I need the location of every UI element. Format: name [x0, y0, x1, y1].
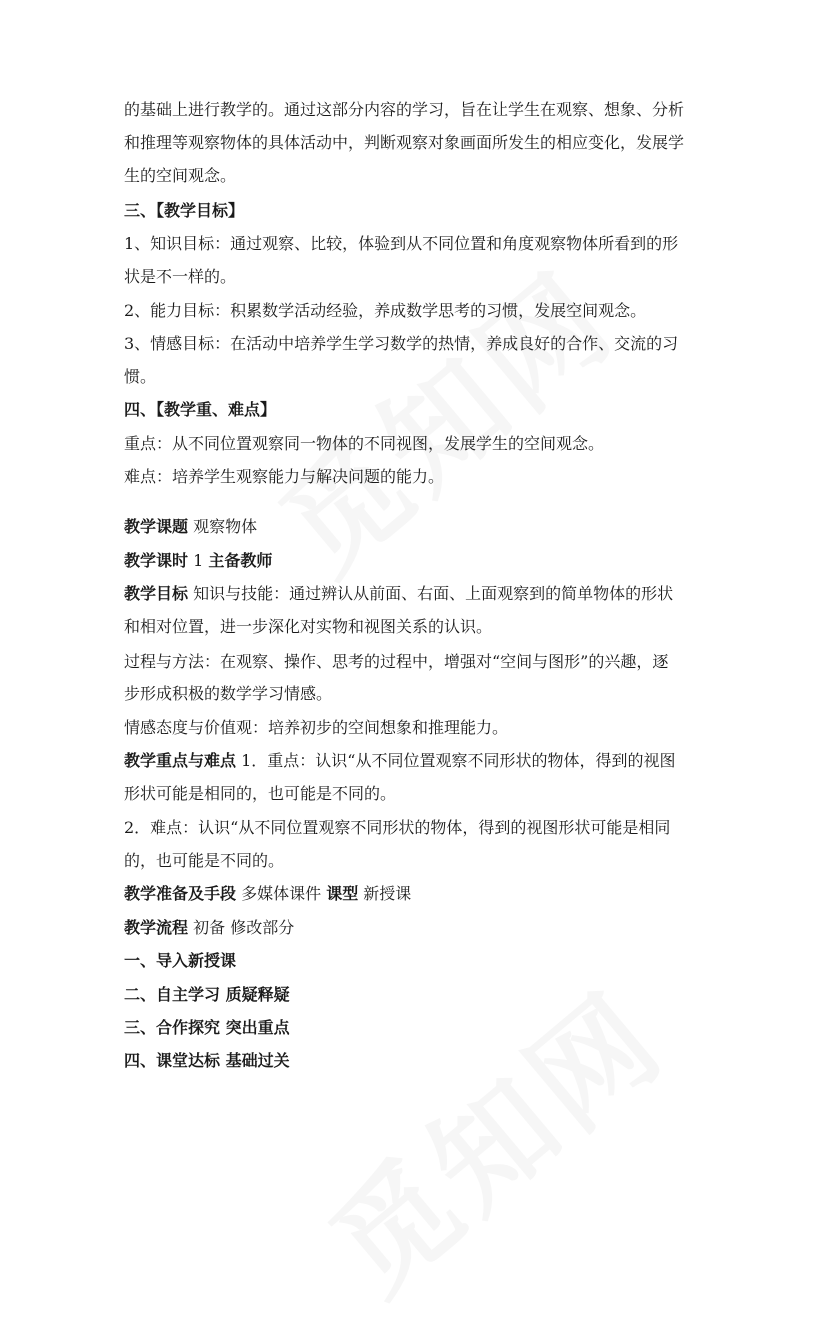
text-line	[124, 166, 236, 186]
bold-label: 课型	[326, 884, 359, 903]
text-line	[124, 851, 284, 871]
text-run: 初备 修改部分	[188, 918, 295, 937]
text-line	[124, 1018, 290, 1038]
text-line	[124, 751, 675, 771]
text-line	[124, 267, 236, 287]
text-line	[124, 133, 684, 153]
text-run: 惯。	[124, 367, 157, 386]
text-run: 1、知识目标：通过观察、比较，体验到从不同位置和角度观察物体所看到的形	[124, 234, 679, 253]
bold-label: 主备教师	[208, 551, 273, 570]
text-run: 2．难点：认识“从不同位置观察不同形状的物体，得到的视图形状可能是相同	[124, 818, 671, 837]
text-run: 的，也可能是不同的。	[124, 851, 285, 870]
text-line	[124, 367, 156, 387]
text-line	[124, 884, 411, 904]
bold-label: 教学准备及手段	[124, 884, 237, 903]
text-run: 1	[188, 551, 209, 570]
text-run: 多媒体课件	[236, 884, 327, 903]
bold-label: 三、合作探究 突出重点	[124, 1018, 290, 1037]
bold-label: 一、导入新授课	[124, 951, 237, 970]
text-line	[124, 818, 670, 838]
text-run: 知识与技能：通过辨认从前面、右面、上面观察到的简单物体的形状	[188, 584, 674, 603]
text-run: 和推理等观察物体的具体活动中，判断观察对象画面所发生的相应变化，发展学	[124, 133, 685, 152]
text-line	[124, 985, 290, 1005]
text-run: 难点：培养学生观察能力与解决问题的能力。	[124, 467, 445, 486]
text-line	[124, 551, 272, 571]
bold-label: 教学目标	[124, 584, 189, 603]
text-line	[124, 617, 492, 637]
watermark-upper	[240, 227, 645, 606]
text-run: 重点：从不同位置观察同一物体的不同视图，发展学生的空间观念。	[124, 434, 605, 453]
text-line	[124, 1051, 290, 1071]
text-run: 过程与方法：在观察、操作、思考的过程中，增强对“空间与图形”的兴趣，逐	[124, 652, 669, 671]
text-run: 状是不一样的。	[124, 267, 237, 286]
text-line	[124, 584, 673, 604]
bold-label: 教学流程	[124, 918, 189, 937]
bold-label: 四、【教学重、难点】	[124, 400, 277, 419]
text-line	[124, 718, 508, 738]
text-line	[124, 784, 396, 804]
bold-label: 三、【教学目标】	[124, 201, 245, 220]
text-run: 步形成积极的数学学习情感。	[124, 684, 333, 703]
bold-label: 教学课题	[124, 517, 189, 536]
text-line	[124, 400, 276, 420]
text-run: 和相对位置，进一步深化对实物和视图关系的认识。	[124, 617, 493, 636]
text-line	[124, 918, 294, 938]
text-line	[124, 434, 604, 454]
watermark-lower	[290, 947, 695, 1325]
text-line	[124, 951, 236, 971]
bold-label: 二、自主学习 质疑释疑	[124, 985, 290, 1004]
text-run: 情感态度与价值观：培养初步的空间想象和推理能力。	[124, 718, 509, 737]
bold-label: 教学重点与难点	[124, 751, 237, 770]
text-line	[124, 652, 668, 672]
text-run: 新授课	[358, 884, 412, 903]
text-line	[124, 467, 444, 487]
text-run: 的基础上进行教学的。通过这部分内容的学习，旨在让学生在观察、想象、分析	[124, 100, 685, 119]
text-line	[124, 334, 678, 354]
text-run: 2、能力目标：积累数学活动经验，养成数学思考的习惯，发展空间观念。	[124, 301, 647, 320]
text-line	[124, 234, 678, 254]
bold-label: 四、课堂达标 基础过关	[124, 1051, 290, 1070]
text-line	[124, 201, 244, 221]
text-run: 1．重点：认识“从不同位置观察不同形状的物体，得到的视图	[236, 751, 676, 770]
bold-label: 教学课时	[124, 551, 189, 570]
text-run: 3、情感目标：在活动中培养学生学习数学的热情，养成良好的合作、交流的习	[124, 334, 679, 353]
text-line	[124, 301, 646, 321]
text-line	[124, 100, 684, 120]
text-run: 形状可能是相同的，也可能是不同的。	[124, 784, 397, 803]
text-line	[124, 684, 332, 704]
text-line	[124, 517, 257, 537]
text-run: 观察物体	[188, 517, 258, 536]
text-run: 生的空间观念。	[124, 166, 237, 185]
